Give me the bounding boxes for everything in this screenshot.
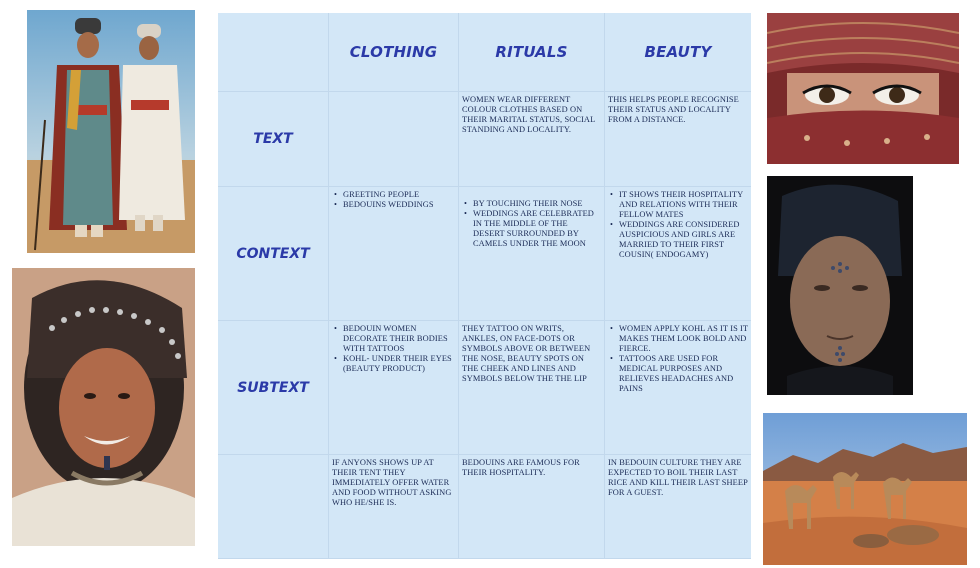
cell-context-rituals [459,187,605,321]
cell-context-beauty [605,187,751,321]
list-item: • TATTOOS ARE USED FOR MEDICAL PURPOSES AND RELIEVES HEADACHES AND PAINS [608,354,748,394]
table-corner-cell [218,13,329,92]
cell-subtext-beauty [605,321,751,455]
list-item: • WOMEN APPLY KOHL AS IT IS IT MAKES THEM LOOK BOLD AND FIERCE. [608,324,748,354]
col-header-beauty: BEAUTY [605,13,751,92]
photo-bedouin-woman-smiling [12,268,195,546]
photo-bedouin-men [27,10,195,253]
cell-bottom-rituals: BEDOUINS ARE FAMOUS FOR THEIR HOSPITALITY. [459,455,605,559]
cell-subtext-rituals: THEY TATTOO ON WRITS, ANKLES, ON FACE-DOTS OR SYMBOLS ABOVE OR BETWEEN THE NOSE, BEAUTY SPOTS ON THE CHEEK AND LINES AND SYMBOLS BELOW THE THE LIP [459,321,605,455]
cultural-analysis-table [218,13,751,559]
row-header-context: CONTEXT [218,187,329,321]
list-item: • BY TOUCHING THEIR NOSE [462,199,601,209]
list-item: • BEDOUINS WEDDINGS [332,200,455,210]
cell-text-rituals: WOMEN WEAR DIFFERENT COLOUR CLOTHES BASED ON THEIR MARITAL STATUS, SOCIAL STANDING AND LOCALITY. [459,92,605,187]
cell-subtext-clothing [329,321,459,455]
cell-text-beauty: THIS HELPS PEOPLE RECOGNISE THEIR STATUS AND LOCALITY FROM A DISTANCE. [605,92,751,187]
row-header-text: TEXT [218,92,329,187]
photo-veiled-woman-eyes [767,13,959,164]
cell-bottom-clothing: IF ANYONS SHOWS UP AT THEIR TENT THEY IMMEDIATELY OFFER WATER AND FOOD WITHOUT ASKING WHO HE/SHE IS. [329,455,459,559]
cell-text-clothing [329,92,459,187]
row-header-subtext: SUBTEXT [218,321,329,455]
col-header-clothing: CLOTHING [329,13,459,92]
cell-bottom-beauty: IN BEDOUIN CULTURE THEY ARE EXPECTED TO BOIL THEIR LAST RICE AND KILL THEIR LAST SHEEP FOR A GUEST. [605,455,751,559]
cell-context-clothing [329,187,459,321]
list-item: • KOHL- UNDER THEIR EYES (BEAUTY PRODUCT) [332,354,455,374]
list-item: • IT SHOWS THEIR HOSPITALITY AND RELATIONS WITH THEIR FELLOW MATES [608,190,748,220]
photo-camels-desert [763,413,967,565]
list-item: • BEDOUIN WOMEN DECORATE THEIR BODIES WITH TATTOOS [332,324,455,354]
row-header-empty [218,455,329,559]
photo-elderly-tattooed-woman [767,176,913,395]
list-item: • GREETING PEOPLE [332,190,455,200]
col-header-rituals: RITUALS [459,13,605,92]
list-item: • WEDDINGS ARE CONSIDERED AUSPICIOUS AND GIRLS ARE MARRIED TO THEIR FIRST COUSIN( ENDOGAMY) [608,220,748,260]
list-item: • WEDDINGS ARE CELEBRATED IN THE MIDDLE OF THE DESERT SURROUNDED BY CAMELS UNDER THE MOON [462,209,601,249]
